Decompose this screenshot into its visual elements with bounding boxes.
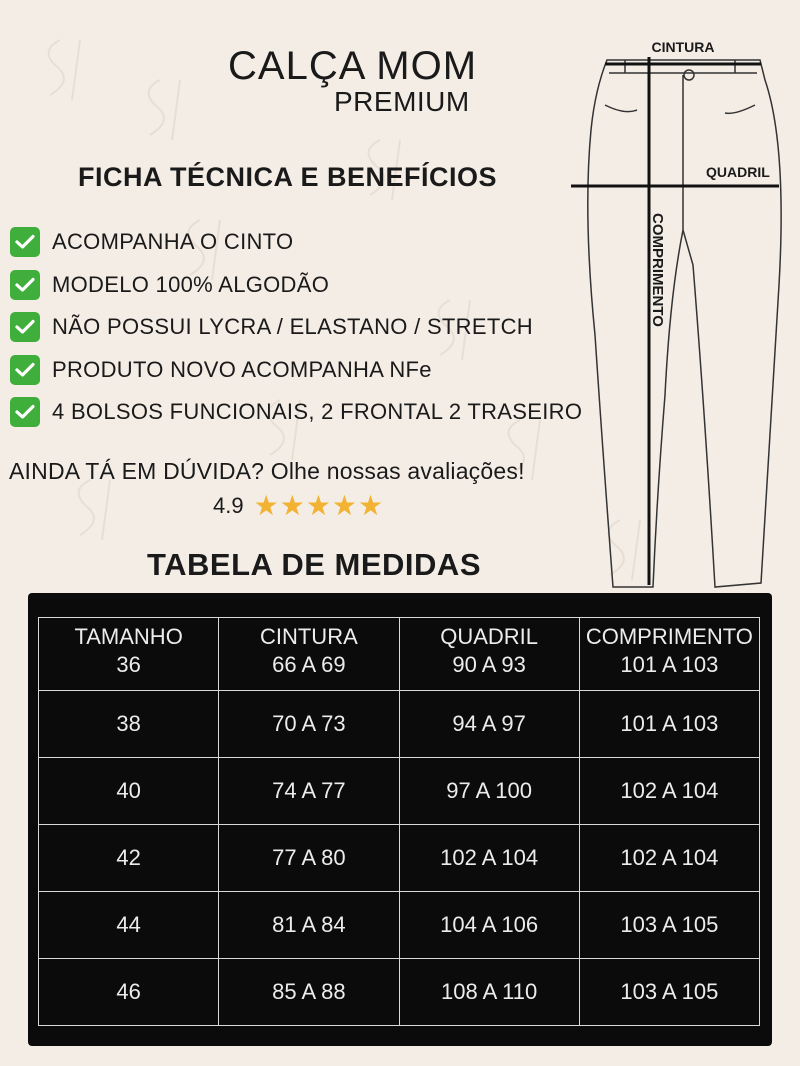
check-icon (10, 270, 40, 300)
benefit-item (10, 271, 582, 299)
benefit-item (10, 313, 582, 341)
size-table-heading: TABELA DE MEDIDAS (147, 547, 481, 582)
table-header-row (39, 618, 760, 651)
waist-cell: 85 A 88 (219, 959, 399, 1026)
hip-cell: 108 A 110 (399, 959, 579, 1026)
product-title: CALÇA MOM (228, 44, 478, 88)
check-icon (10, 397, 40, 427)
size-cell: 46 (39, 959, 219, 1026)
length-cell: 103 A 105 (579, 892, 759, 959)
waist-label: CINTURA (651, 39, 715, 55)
table-row (39, 650, 760, 691)
table-row (39, 959, 760, 1026)
waist-cell: 70 A 73 (219, 691, 399, 758)
star-icon: ★ (279, 490, 305, 521)
size-table (38, 617, 760, 1026)
column-header: CINTURA (219, 618, 399, 651)
waist-cell: 81 A 84 (219, 892, 399, 959)
benefit-item (10, 228, 582, 256)
benefit-label: PRODUTO NOVO ACOMPANHA NFe (52, 356, 432, 382)
size-cell: 36 (39, 650, 219, 691)
hip-cell: 94 A 97 (399, 691, 579, 758)
hip-label: QUADRIL (706, 164, 770, 180)
pants-outline (588, 60, 781, 587)
waist-cell: 74 A 77 (219, 758, 399, 825)
reviews-prompt: AINDA TÁ EM DÚVIDA? Olhe nossas avaliações! (9, 458, 525, 484)
column-header: TAMANHO (39, 618, 219, 651)
column-header: COMPRIMENTO (579, 618, 759, 651)
benefits-heading: FICHA TÉCNICA E BENEFÍCIOS (78, 162, 498, 192)
length-label: COMPRIMENTO (649, 213, 666, 327)
size-cell: 44 (39, 892, 219, 959)
check-icon (10, 312, 40, 342)
table-row (39, 691, 760, 758)
waist-cell: 77 A 80 (219, 825, 399, 892)
benefit-item (10, 356, 582, 384)
waist-cell: 66 A 69 (219, 650, 399, 691)
product-subtitle: PREMIUM (334, 86, 470, 117)
rating (213, 492, 384, 520)
table-row (39, 758, 760, 825)
check-icon (10, 355, 40, 385)
length-cell: 101 A 103 (579, 691, 759, 758)
benefit-label: NÃO POSSUI LYCRA / ELASTANO / STRETCH (52, 314, 533, 339)
length-cell: 103 A 105 (579, 959, 759, 1026)
length-cell: 102 A 104 (579, 825, 759, 892)
size-cell: 42 (39, 825, 219, 892)
length-cell: 102 A 104 (579, 758, 759, 825)
length-cell: 101 A 103 (579, 650, 759, 691)
star-icon: ★ (305, 490, 331, 521)
pants-diagram (565, 35, 795, 595)
benefit-label: ACOMPANHA O CINTO (52, 229, 294, 254)
star-icon: ★ (253, 490, 279, 521)
check-icon (10, 227, 40, 257)
hip-cell: 97 A 100 (399, 758, 579, 825)
table-row (39, 825, 760, 892)
rating-value: 4.9 (213, 493, 244, 518)
hip-cell: 90 A 93 (399, 650, 579, 691)
rating-stars (254, 492, 385, 520)
size-cell: 40 (39, 758, 219, 825)
table-row (39, 892, 760, 959)
size-cell: 38 (39, 691, 219, 758)
benefit-label: 4 BOLSOS FUNCIONAIS, 2 FRONTAL 2 TRASEIRO (52, 399, 583, 424)
star-icon: ★ (358, 490, 384, 521)
column-header: QUADRIL (399, 618, 579, 651)
benefit-item (10, 398, 582, 426)
hip-cell: 102 A 104 (399, 825, 579, 892)
hip-cell: 104 A 106 (399, 892, 579, 959)
benefit-label: MODELO 100% ALGODÃO (52, 271, 330, 297)
measure-lines (571, 57, 779, 585)
star-icon: ★ (331, 490, 358, 521)
size-table-panel (28, 593, 772, 1046)
benefits-list (10, 228, 582, 441)
